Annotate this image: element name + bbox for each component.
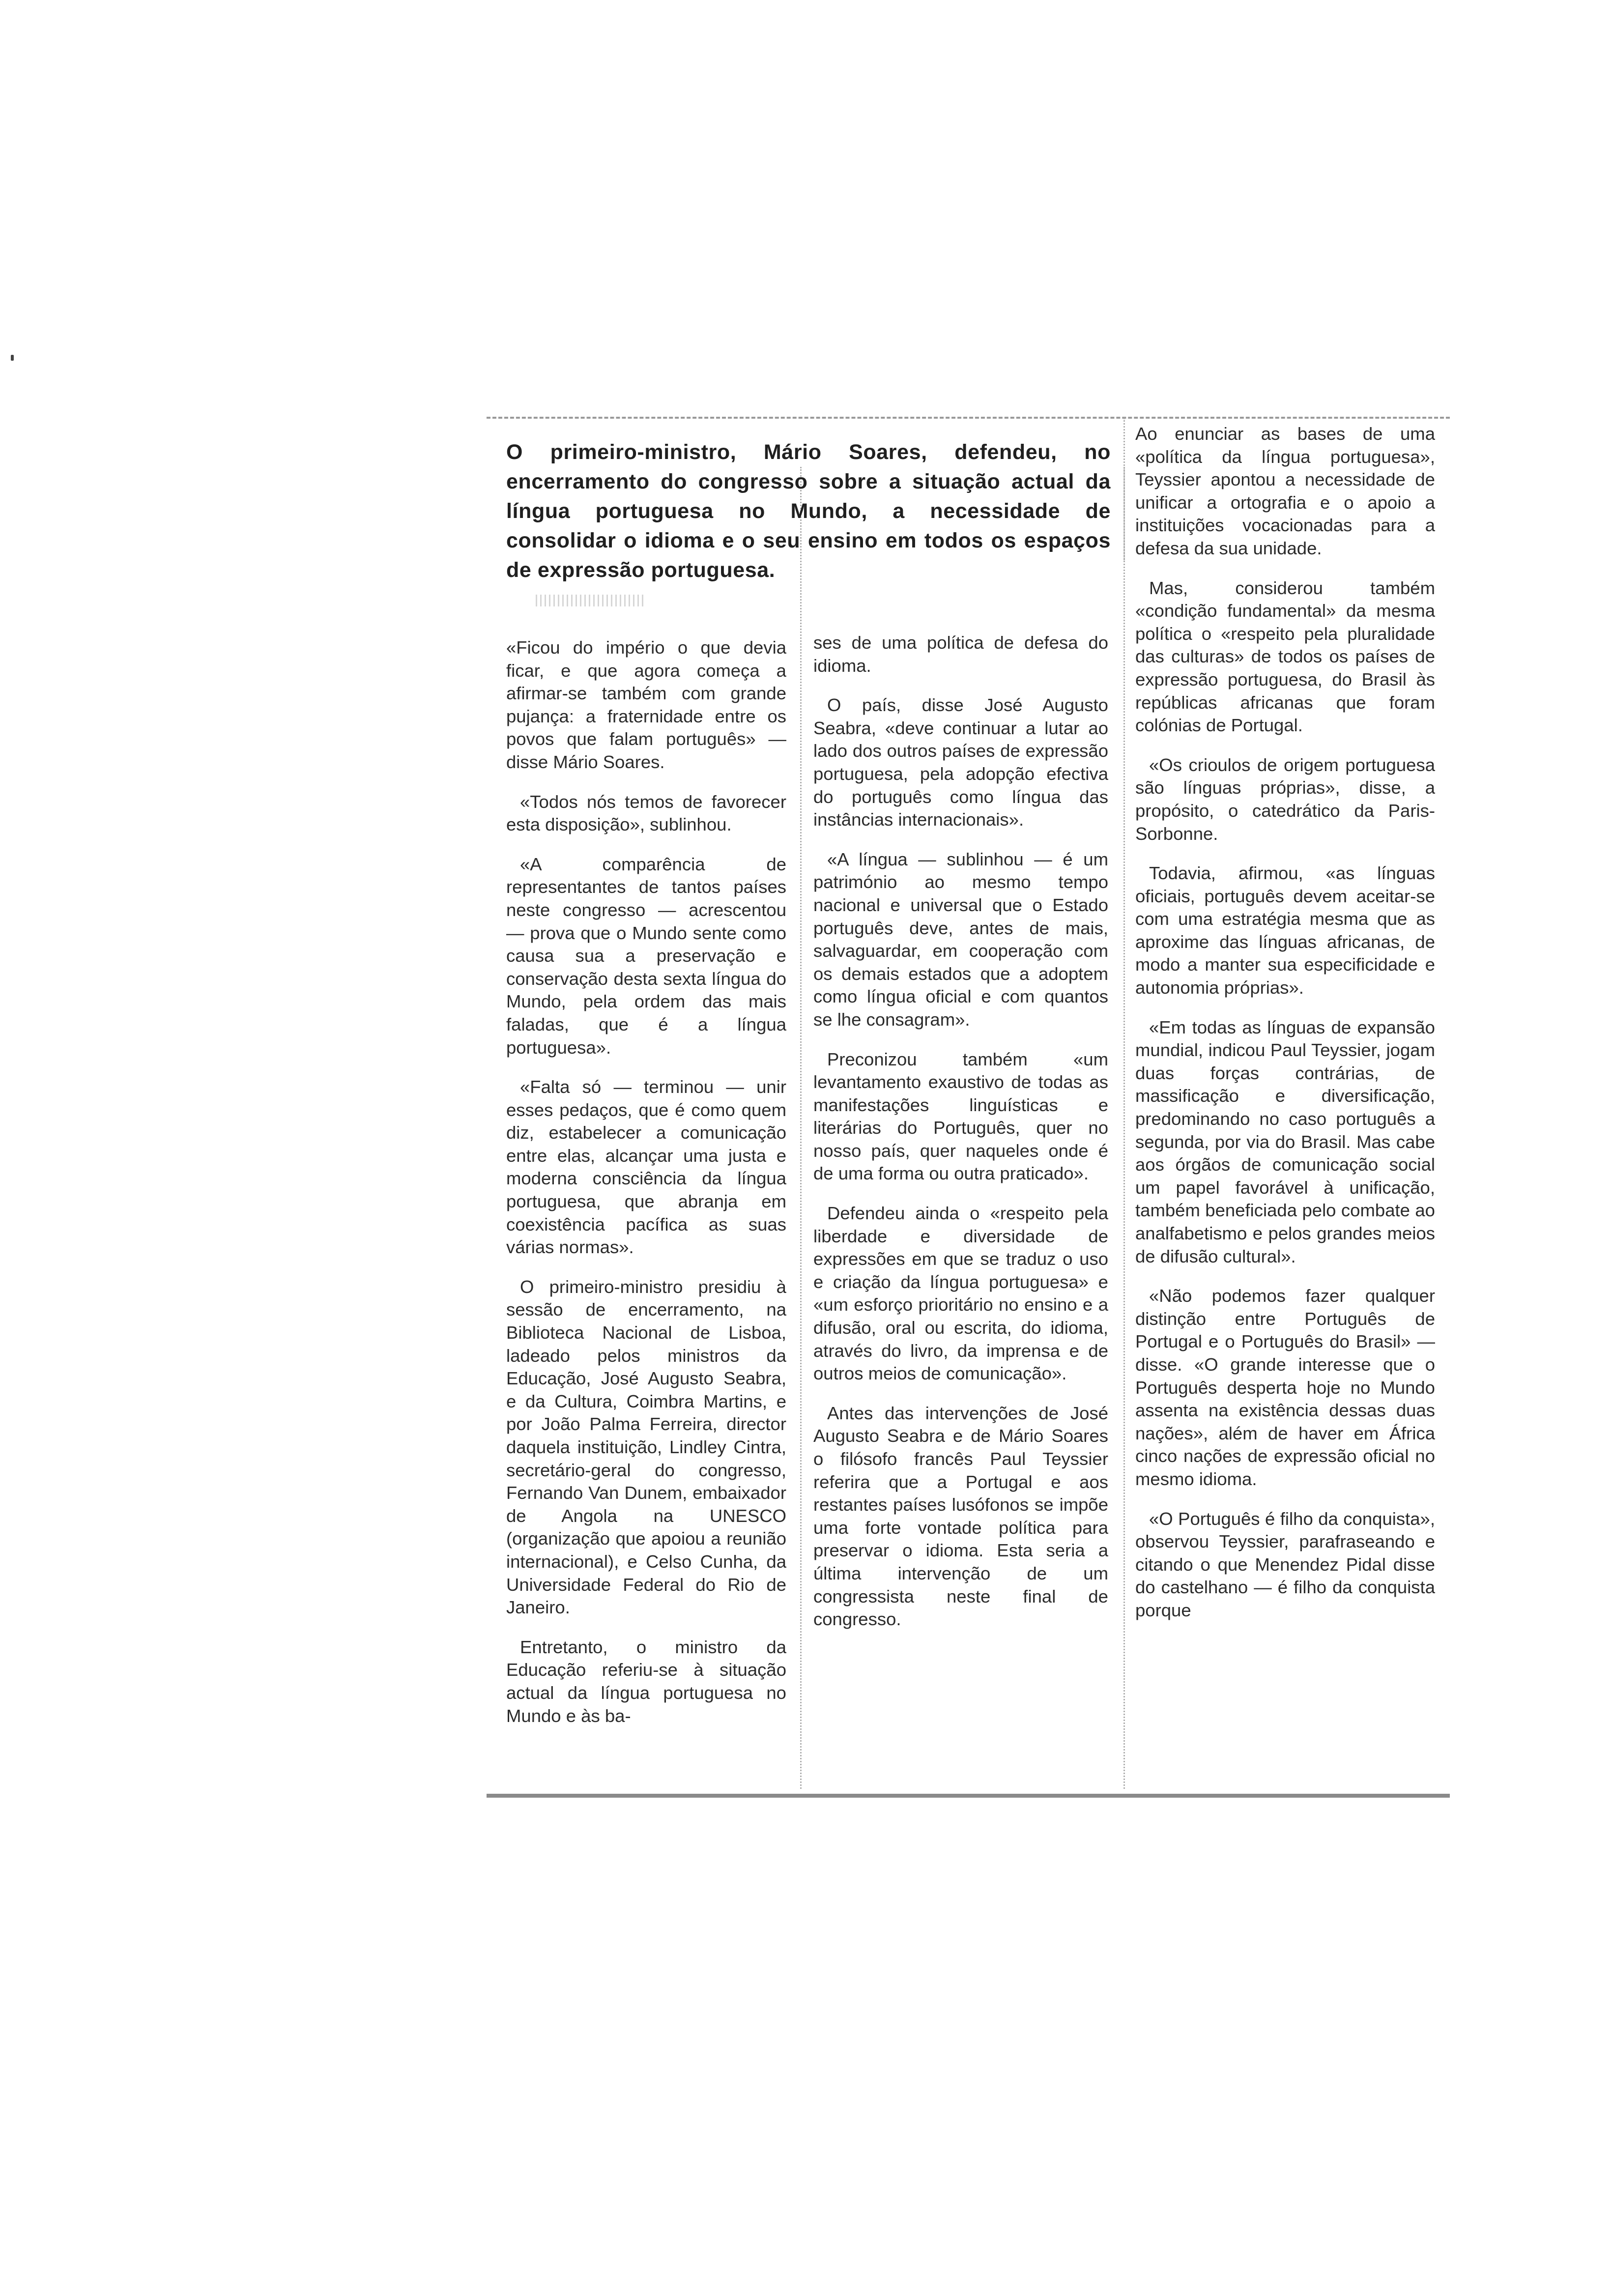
scan-noise [536, 595, 644, 606]
paragraph: «Os crioulos de origem portuguesa são línguas próprias», disse, a propósito, o catedrático da Paris-Sorbonne. [1135, 754, 1435, 844]
paragraph: Todavia, afirmou, «as línguas oficiais, português devem aceitar-se com uma estratégia mesma que as aproxime das línguas africanas, de modo a manter sua especificidade e autonomia próprias». [1135, 863, 1435, 998]
paragraph: «Todos nós temos de favorecer esta disposição», sublinhou. [506, 791, 786, 835]
article-column-2 [813, 631, 1108, 1648]
column-divider [1123, 467, 1125, 1789]
paragraph: Mas, considerou também «condição fundamental» da mesma política o «respeito pela pluralidade das culturas» de todos os países de expressão portuguesa, do Brasil às repúblicas africanas que foram colónias de Portugal. [1135, 577, 1435, 736]
bottom-rule [487, 1794, 1450, 1798]
paragraph: Ao enunciar as bases de uma «política da língua portuguesa», Teyssier apontou a necessidade de unificar a ortografia e o apoio a instituições vocacionadas para a defesa da sua unidade. [1135, 424, 1435, 558]
paragraph: ses de uma política de defesa do idioma. [813, 632, 1108, 676]
paragraph: Preconizou também «um levantamento exaustivo de todas as manifestações linguísticas e literárias do Português, quer no nosso país, quer naqueles onde é de uma forma ou outra praticado». [813, 1049, 1108, 1184]
top-rule [487, 417, 1450, 419]
paragraph: «Não podemos fazer qualquer distinção entre Português de Portugal e o Português do Brasil» — disse. «O grande interesse que o Português desperta hoje no Mundo assenta na existência dessas duas nações», além de haver em África cinco nações de expressão oficial no mesmo idioma. [1135, 1286, 1435, 1489]
paragraph: «O Português é filho da conquista», observou Teyssier, parafraseando e citando o que Menendez Pidal disse do castelhano — é filho da conquista porque [1135, 1508, 1435, 1620]
paragraph: Antes das intervenções de José Augusto Seabra e de Mário Soares o filósofo francês Paul Teyssier referira que a Portugal e aos restantes países lusófonos se impõe uma forte vontade política para preservar o idioma. Esta seria a última intervenção de um congressista neste final de congresso. [813, 1403, 1108, 1630]
article-column-3 [1135, 423, 1435, 1639]
paragraph: «Falta só — terminou — unir esses pedaços, que é como quem diz, estabelecer a comunicação entre elas, alcançar uma justa e moderna consciência da língua portuguesa, que abranja em coexistência pacífica as suas várias normas». [506, 1077, 786, 1258]
newspaper-clipping [487, 408, 1450, 1813]
paragraph: Entretanto, o ministro da Educação referiu-se à situação actual da língua portuguesa no Mundo e às ba- [506, 1636, 786, 1726]
scan-speck [11, 355, 14, 361]
column-divider [800, 467, 802, 1789]
paragraph: «Em todas as línguas de expansão mundial, indicou Paul Teyssier, jogam duas forças contrárias, de massificação e diversificação, predominando no caso português a segunda, por via do Brasil. Mas cabe aos órgãos de comunicação social um papel favorável à unificação, também beneficiada pelo combate ao analfabetismo e pelos grandes meios de difusão cultural». [1135, 1017, 1435, 1266]
paragraph: «A língua — sublinhou — é um património ao mesmo tempo nacional e universal que o Estado português deve, antes de mais, salvaguardar, em cooperação com os demais estados que a adoptem como língua oficial e com quantos se lhe consagram». [813, 849, 1108, 1030]
paragraph: Defendeu ainda o «respeito pela liberdade e diversidade de expressões em que se traduz o uso e criação da língua portuguesa» e «um esforço prioritário no ensino e a difusão, oral ou escrita, do idioma, através do livro, da imprensa e de outros meios de comunicação». [813, 1203, 1108, 1384]
paragraph: «Ficou do império o que devia ficar, e que agora começa a afirmar-se também com grande pujança: a fraternidade entre os povos que falam português» — disse Mário Soares. [506, 637, 786, 772]
paragraph: O primeiro-ministro presidiu à sessão de encerramento, na Biblioteca Nacional de Lisboa, ladeado pelos ministros da Educação, José Augusto Seabra, e da Cultura, Coimbra Martins, e por João Palma Ferreira, director daquela instituição, Lindley Cintra, secretário-geral do congresso, Fernando Van Dunem, embaixador de Angola na UNESCO (organização que apoiou a reunião internacional), e Celso Cunha, da Universidade Federal do Rio de Janeiro. [506, 1276, 786, 1618]
article-lead: O primeiro-ministro, Mário Soares, defendeu, no encerramento do congresso sobre a situação actual da língua portuguesa no Mundo, a necessidade de consolidar o idioma e o seu ensino em todos os espaços de expressão portuguesa. [506, 440, 1111, 582]
paragraph: O país, disse José Augusto Seabra, «deve continuar a lutar ao lado dos outros países de expressão portuguesa, pela adopção efectiva do português como língua das instâncias internacionais». [813, 695, 1108, 830]
article-column-1 [506, 636, 786, 1744]
paragraph: «A comparência de representantes de tantos países neste congresso — acrescentou — prova que o Mundo sente como causa sua a preservação e conservação desta sexta língua do Mundo, pela ordem das mais faladas, que é a língua portuguesa». [506, 854, 786, 1058]
